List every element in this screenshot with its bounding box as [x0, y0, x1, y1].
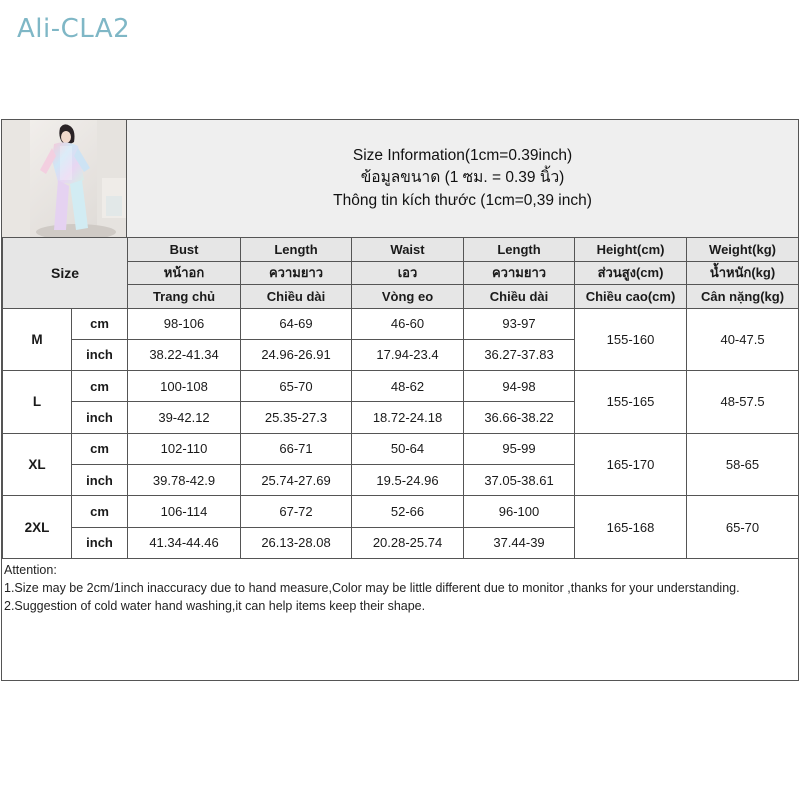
unit-cell: inch	[72, 464, 128, 495]
column-header: Chiều cao(cm)	[575, 285, 687, 309]
table-row	[3, 308, 799, 339]
table-cell: 20.28-25.74	[352, 527, 464, 558]
table-cell: 18.72-24.18	[352, 402, 464, 433]
table-cell: 93-97	[464, 308, 575, 339]
column-header: ส่วนสูง(cm)	[575, 261, 687, 285]
column-header: ความยาว	[464, 261, 575, 285]
table-cell: 50-64	[352, 433, 464, 464]
unit-cell: cm	[72, 496, 128, 527]
title-english: Size Information(1cm=0.39inch)	[352, 146, 573, 164]
product-photo	[2, 120, 127, 237]
column-header: Trang chủ	[128, 285, 241, 309]
table-cell: 102-110	[128, 433, 241, 464]
table-cell: 95-99	[464, 433, 575, 464]
unit-cell: cm	[72, 371, 128, 402]
column-header: Chiều dài	[241, 285, 352, 309]
weight-cell: 58-65	[687, 433, 799, 496]
table-cell: 98-106	[128, 308, 241, 339]
column-header: Bust	[128, 238, 241, 262]
title-thai: ข้อมูลขนาด (1 ซม. = 0.39 นิ้ว)	[360, 169, 565, 187]
table-cell: 25.35-27.3	[241, 402, 352, 433]
table-cell: 48-62	[352, 371, 464, 402]
table-cell: 96-100	[464, 496, 575, 527]
table-cell: 94-98	[464, 371, 575, 402]
table-cell: 67-72	[241, 496, 352, 527]
column-header: Vòng eo	[352, 285, 464, 309]
table-row	[3, 496, 799, 527]
size-header: Size	[3, 238, 128, 309]
title-block	[127, 120, 798, 237]
notes-line-2: 2.Suggestion of cold water hand washing,it can help items keep their shape.	[4, 599, 426, 613]
table-cell: 64-69	[241, 308, 352, 339]
table-cell: 26.13-28.08	[241, 527, 352, 558]
title-vietnamese: Thông tin kích thước (1cm=0,39 inch)	[333, 191, 592, 209]
size-cell: M	[3, 308, 72, 371]
table-cell: 37.05-38.61	[464, 464, 575, 495]
table-cell: 19.5-24.96	[352, 464, 464, 495]
height-cell: 155-160	[575, 308, 687, 371]
table-cell: 106-114	[128, 496, 241, 527]
table-cell: 65-70	[241, 371, 352, 402]
size-chart	[1, 119, 799, 681]
table-cell: 66-71	[241, 433, 352, 464]
table-row	[3, 371, 799, 402]
column-header: Chiều dài	[464, 285, 575, 309]
table-cell: 37.44-39	[464, 527, 575, 558]
unit-cell: inch	[72, 402, 128, 433]
height-cell: 165-170	[575, 433, 687, 496]
height-cell: 165-168	[575, 496, 687, 559]
header-row-en	[3, 238, 799, 262]
table-cell: 39.78-42.9	[128, 464, 241, 495]
notes-heading: Attention:	[4, 563, 57, 577]
attention-notes	[2, 560, 798, 680]
column-header: Height(cm)	[575, 238, 687, 262]
table-cell: 25.74-27.69	[241, 464, 352, 495]
column-header: น้ำหนัก(kg)	[687, 261, 799, 285]
watermark: Ali-CLA2	[17, 14, 131, 44]
table-cell: 39-42.12	[128, 402, 241, 433]
column-header: Length	[241, 238, 352, 262]
column-header: Cân nặng(kg)	[687, 285, 799, 309]
table-cell: 100-108	[128, 371, 241, 402]
table-cell: 17.94-23.4	[352, 339, 464, 370]
unit-cell: cm	[72, 308, 128, 339]
weight-cell: 40-47.5	[687, 308, 799, 371]
weight-cell: 65-70	[687, 496, 799, 559]
chart-header	[2, 120, 798, 237]
column-header: Weight(kg)	[687, 238, 799, 262]
table-cell: 52-66	[352, 496, 464, 527]
size-cell: XL	[3, 433, 72, 496]
column-header: Waist	[352, 238, 464, 262]
notes-line-1: 1.Size may be 2cm/1inch inaccuracy due to hand measure,Color may be little different due to monitor ,thanks for your understanding.	[4, 581, 740, 595]
table-row	[3, 433, 799, 464]
weight-cell: 48-57.5	[687, 371, 799, 434]
column-header: Length	[464, 238, 575, 262]
column-header: ความยาว	[241, 261, 352, 285]
size-table	[2, 237, 799, 559]
unit-cell: cm	[72, 433, 128, 464]
height-cell: 155-165	[575, 371, 687, 434]
table-cell: 38.22-41.34	[128, 339, 241, 370]
table-cell: 46-60	[352, 308, 464, 339]
product-photo-illustration	[2, 120, 127, 237]
column-header: เอว	[352, 261, 464, 285]
table-cell: 36.27-37.83	[464, 339, 575, 370]
table-cell: 41.34-44.46	[128, 527, 241, 558]
unit-cell: inch	[72, 339, 128, 370]
size-cell: 2XL	[3, 496, 72, 559]
table-cell: 24.96-26.91	[241, 339, 352, 370]
table-cell: 36.66-38.22	[464, 402, 575, 433]
column-header: หน้าอก	[128, 261, 241, 285]
size-cell: L	[3, 371, 72, 434]
unit-cell: inch	[72, 527, 128, 558]
